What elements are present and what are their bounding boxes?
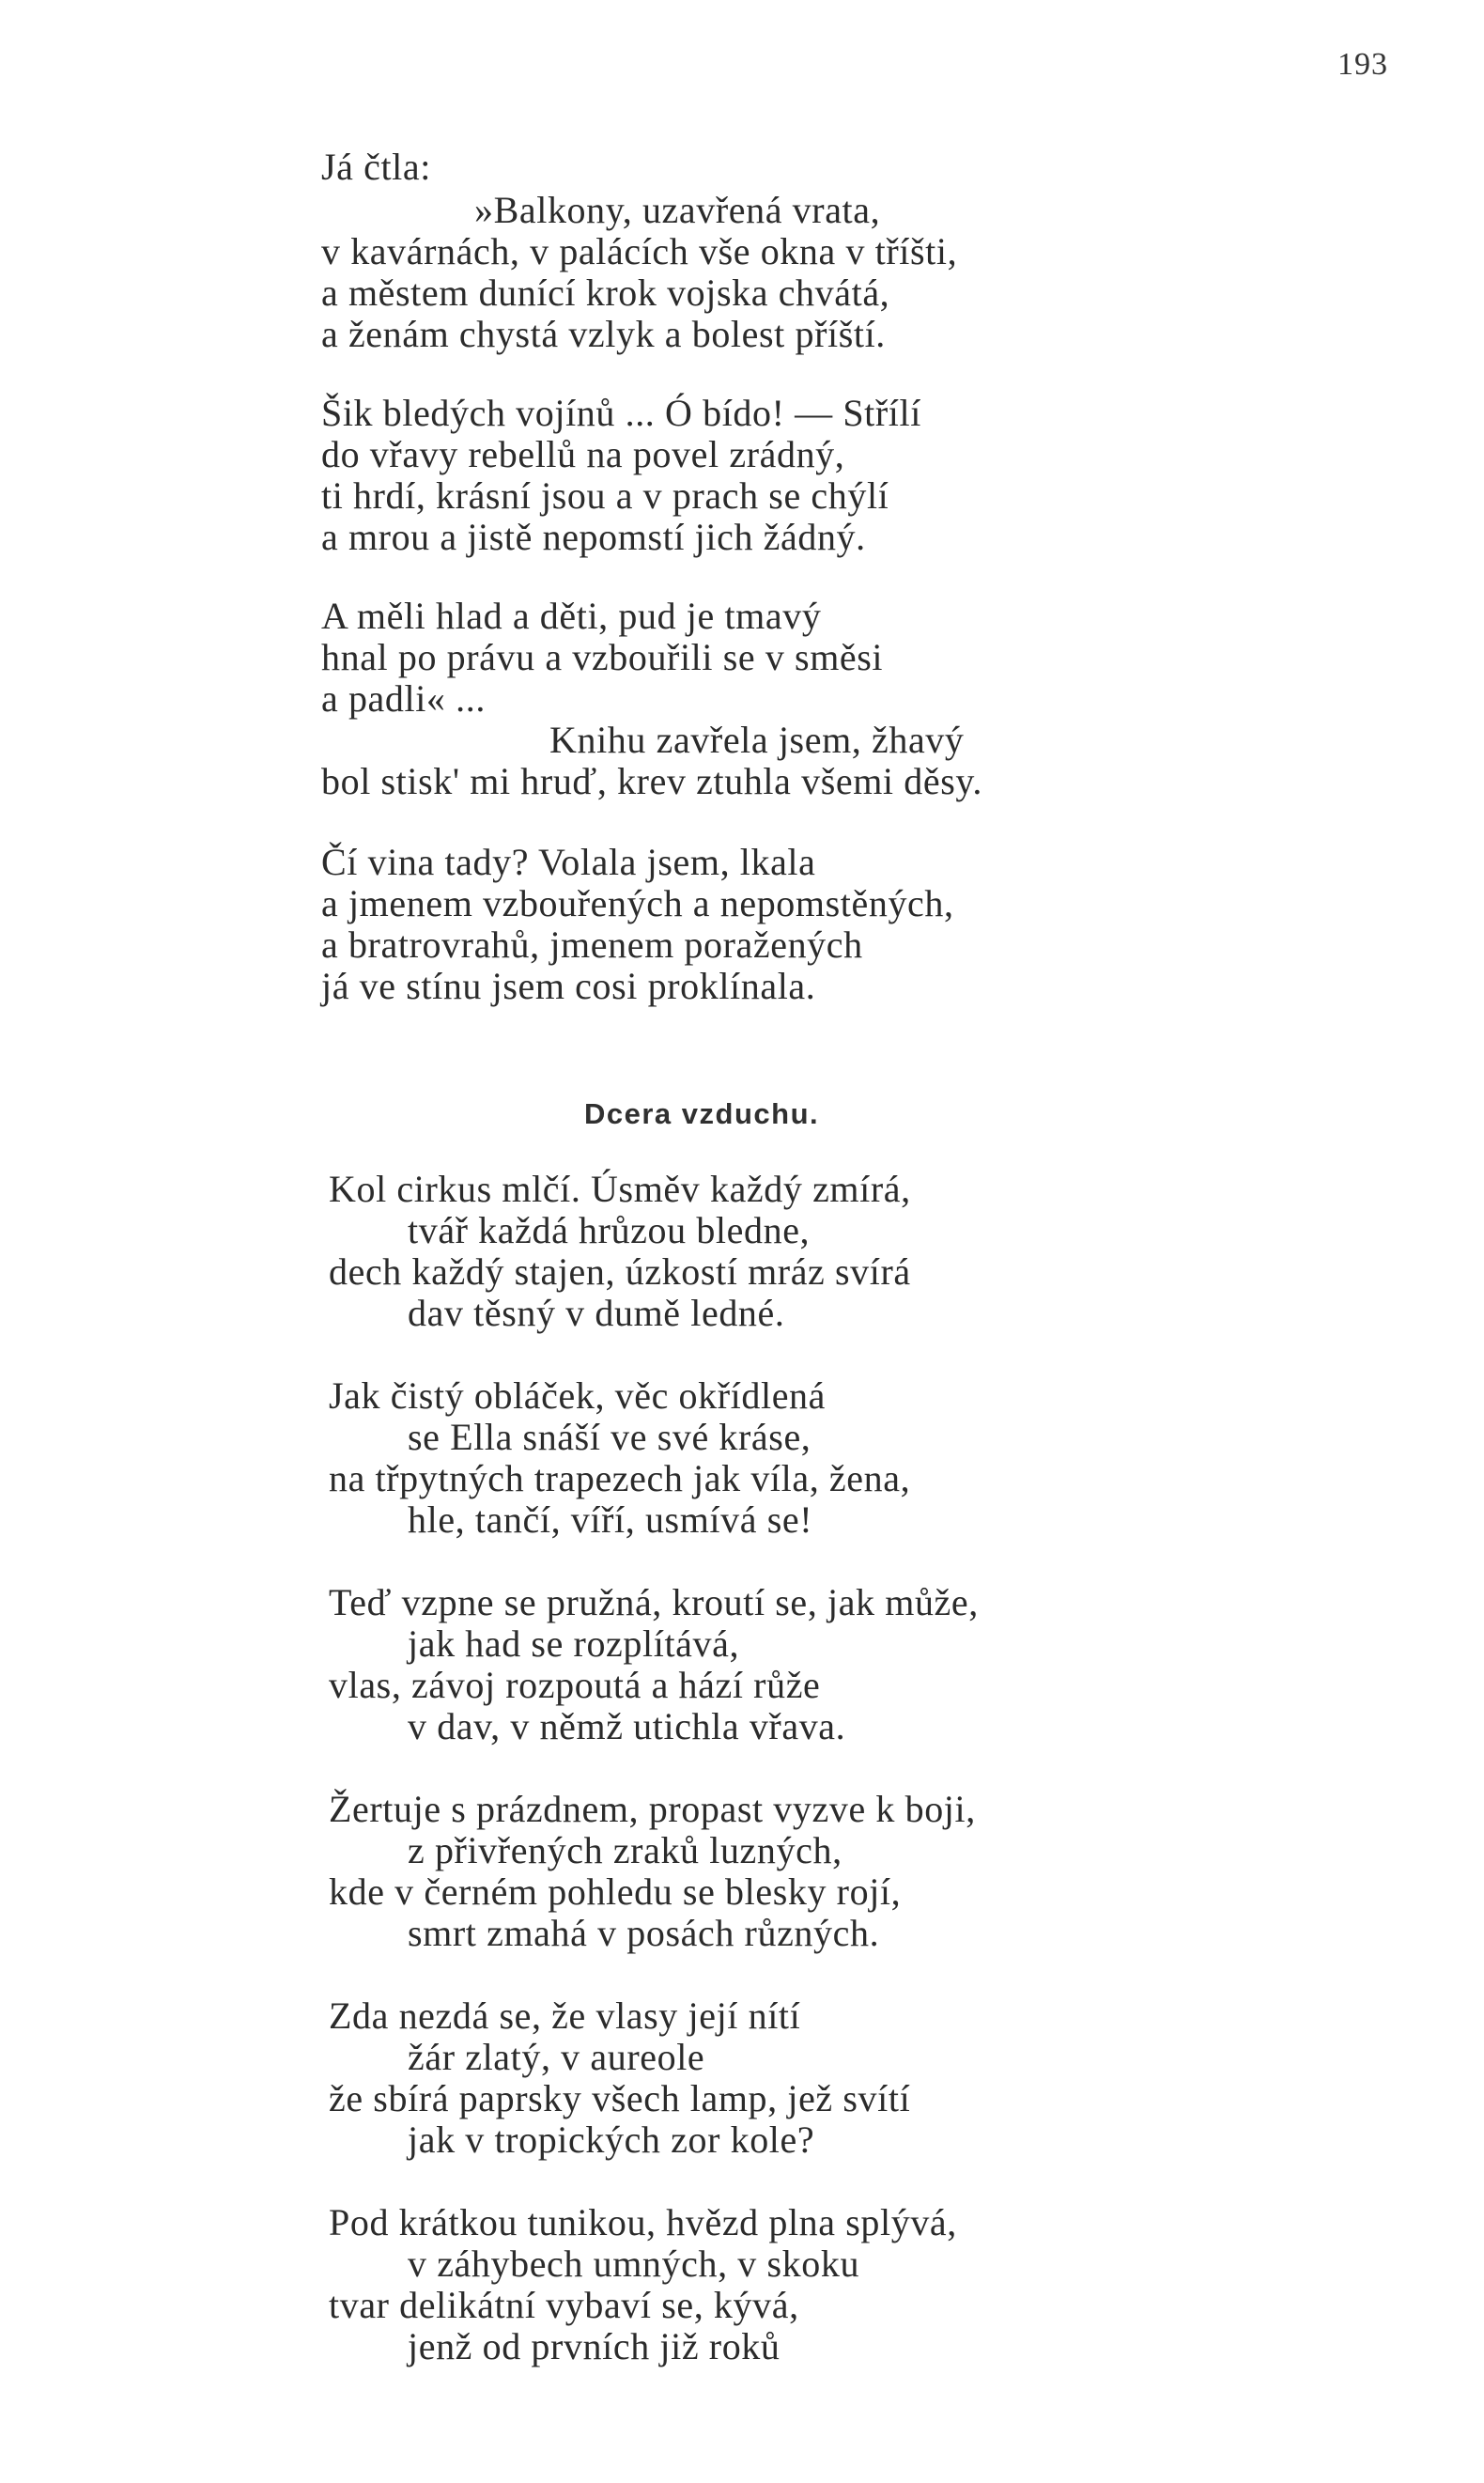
poem-line: že sbírá paprsky všech lamp, jež svítí bbox=[329, 2077, 911, 2119]
poem-line: A měli hlad a děti, pud je tmavý bbox=[321, 595, 822, 637]
poem-line: smrt zmahá v posách různých. bbox=[408, 1912, 880, 1954]
poem-line: Knihu zavřela jsem, žhavý bbox=[549, 719, 965, 761]
poem-line: tvar delikátní vybaví se, kývá, bbox=[329, 2284, 799, 2326]
poem-line: a padli« ... bbox=[321, 677, 486, 720]
poem-line: a jmenem vzbouřených a nepomstěných, bbox=[321, 882, 954, 924]
poem-line: a ženám chystá vzlyk a bolest příští. bbox=[321, 313, 886, 355]
poem-line: z přivřených zraků luzných, bbox=[408, 1829, 842, 1871]
poem-line: já ve stínu jsem cosi proklínala. bbox=[321, 965, 816, 1007]
poem-line: bol stisk' mi hruď, krev ztuhla všemi děsy. bbox=[321, 760, 982, 802]
poem-line: Jak čistý obláček, věc okřídlená bbox=[329, 1374, 827, 1417]
poem-line: kde v černém pohledu se blesky rojí, bbox=[329, 1870, 902, 1913]
poem-title: Dcera vzduchu. bbox=[584, 1097, 820, 1130]
poem-line: Zda nezdá se, že vlasy její nítí bbox=[329, 1994, 801, 2037]
poem-line: Šik bledých vojínů ... Ó bído! — Střílí bbox=[321, 392, 921, 434]
poem-line: Já čtla: bbox=[321, 146, 431, 188]
poem-line: vlas, závoj rozpoutá a hází růže bbox=[329, 1664, 821, 1706]
poem-line: jak had se rozplítává, bbox=[408, 1622, 740, 1665]
poem-line: »Balkony, uzavřená vrata, bbox=[474, 189, 881, 231]
poem-line: hnal po právu a vzbouřili se v směsi bbox=[321, 636, 884, 678]
poem-line: Pod krátkou tunikou, hvězd plna splývá, bbox=[329, 2201, 957, 2243]
poem-line: jak v tropických zor kole? bbox=[408, 2118, 815, 2161]
poem-line: hle, tančí, víří, usmívá se! bbox=[408, 1498, 813, 1541]
poem-line: na třpytných trapezech jak víla, žena, bbox=[329, 1457, 911, 1499]
poem-line: dav těsný v dumě ledné. bbox=[408, 1292, 785, 1334]
poem-line: se Ella snáší ve své kráse, bbox=[408, 1416, 812, 1458]
poem-line: a městem dunící krok vojska chvátá, bbox=[321, 272, 890, 314]
poem-line: jenž od prvních již roků bbox=[408, 2325, 781, 2367]
poem-line: Žertuje s prázdnem, propast vyzve k boji, bbox=[329, 1788, 976, 1830]
poem-line: Teď vzpne se pružná, kroutí se, jak může, bbox=[329, 1581, 979, 1623]
poem-line: v dav, v němž utichla vřava. bbox=[408, 1705, 846, 1747]
page-number: 193 bbox=[1337, 47, 1388, 82]
poem-line: Čí vina tady? Volala jsem, lkala bbox=[321, 841, 816, 883]
poem-line: a mrou a jistě nepomstí jich žádný. bbox=[321, 516, 866, 558]
poem-line: tvář každá hrůzou bledne, bbox=[408, 1209, 811, 1251]
poem-line: a bratrovrahů, jmenem poražených bbox=[321, 923, 863, 966]
poem-line: žár zlatý, v aureole bbox=[408, 2036, 705, 2078]
poem-line: v záhybech umných, v skoku bbox=[408, 2242, 860, 2285]
poem-line: v kavárnách, v palácích vše okna v tříšti, bbox=[321, 230, 958, 272]
poem-line: dech každý stajen, úzkostí mráz svírá bbox=[329, 1250, 911, 1293]
poem-line: ti hrdí, krásní jsou a v prach se chýlí bbox=[321, 474, 889, 517]
poem-line: Kol cirkus mlčí. Úsměv každý zmírá, bbox=[329, 1168, 911, 1210]
poem-line: do vřavy rebellů na povel zrádný, bbox=[321, 433, 845, 475]
